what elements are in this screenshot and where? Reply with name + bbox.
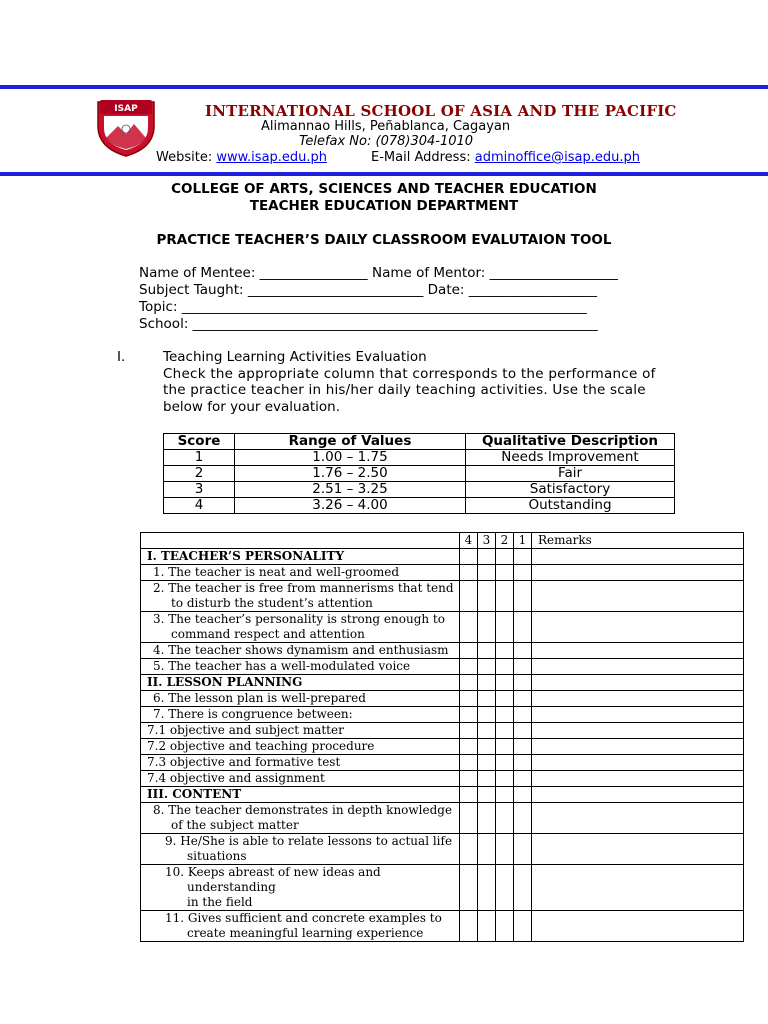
rating-3-checkbox-cell[interactable] <box>478 565 496 581</box>
school-telefax: Telefax No: (078)304-1010 <box>299 134 474 149</box>
section-row <box>141 675 744 691</box>
rating-3-checkbox-cell[interactable] <box>478 707 496 723</box>
website-link[interactable]: www.isap.edu.ph <box>216 150 328 165</box>
rating-1-checkbox-cell[interactable] <box>514 771 532 787</box>
rating-4-checkbox-cell[interactable] <box>460 834 478 865</box>
criterion-text <box>141 755 460 771</box>
score-row <box>164 498 675 514</box>
rating-3-checkbox-cell <box>478 549 496 565</box>
rating-2-checkbox-cell[interactable] <box>496 739 514 755</box>
rating-1-checkbox-cell[interactable] <box>514 581 532 612</box>
rating-4-checkbox-cell[interactable] <box>460 643 478 659</box>
email-label: E-Mail Address: <box>371 150 471 165</box>
website-label: Website: <box>156 150 213 165</box>
score-row <box>164 450 675 466</box>
rating-3-checkbox-cell[interactable] <box>478 581 496 612</box>
remarks-cell <box>532 787 744 803</box>
rating-1-checkbox-cell[interactable] <box>514 723 532 739</box>
description-header: Qualitative Description <box>466 434 675 450</box>
rating-4-checkbox-cell[interactable] <box>460 723 478 739</box>
criterion-row <box>141 739 744 755</box>
criterion-row <box>141 659 744 675</box>
rating-4-checkbox-cell[interactable] <box>460 911 478 942</box>
school-logo <box>94 96 158 158</box>
rating-1-checkbox-cell[interactable] <box>514 659 532 675</box>
criterion-text <box>141 834 460 865</box>
remarks-cell[interactable] <box>532 755 744 771</box>
description-cell: Fair <box>466 466 675 482</box>
remarks-cell[interactable] <box>532 739 744 755</box>
score-cell: 3 <box>164 482 235 498</box>
range-header: Range of Values <box>235 434 466 450</box>
rating-4-checkbox-cell[interactable] <box>460 659 478 675</box>
rating-1-checkbox-cell[interactable] <box>514 834 532 865</box>
criterion-text <box>141 707 460 723</box>
eval-table-header <box>141 533 744 549</box>
criterion-row <box>141 755 744 771</box>
criterion-row <box>141 723 744 739</box>
criterion-line: to disturb the student’s attention <box>171 596 373 610</box>
score-row <box>164 466 675 482</box>
criterion-line: create meaningful learning experience <box>187 926 424 940</box>
school-address: Alimannao Hills, Peñablanca, Cagayan <box>261 119 511 134</box>
rating-3-checkbox-cell[interactable] <box>478 771 496 787</box>
remarks-cell[interactable] <box>532 911 744 942</box>
remarks-cell[interactable] <box>532 612 744 643</box>
rating-3-checkbox-cell[interactable] <box>478 911 496 942</box>
criterion-text <box>141 739 460 755</box>
school-field[interactable]: School: ____________________________________________________________ <box>139 316 598 332</box>
criterion-text <box>141 771 460 787</box>
remarks-cell[interactable] <box>532 707 744 723</box>
remarks-header: Remarks <box>532 533 744 549</box>
remarks-cell[interactable] <box>532 865 744 911</box>
remarks-cell[interactable] <box>532 565 744 581</box>
section-numeral: I. <box>117 349 126 365</box>
remarks-cell[interactable] <box>532 581 744 612</box>
rating-2-checkbox-cell[interactable] <box>496 565 514 581</box>
rating-3-checkbox-cell[interactable] <box>478 739 496 755</box>
rating-2-checkbox-cell[interactable] <box>496 723 514 739</box>
criterion-line: situations <box>187 849 247 863</box>
instruction-line: below for your evaluation. <box>163 399 341 415</box>
email-row <box>371 150 640 165</box>
criterion-line: 1. The teacher is neat and well-groomed <box>153 565 400 579</box>
college-name: COLLEGE OF ARTS, SCIENCES AND TEACHER EDUCATION <box>171 181 597 197</box>
instruction-line: Check the appropriate column that corresponds to the performance of <box>163 366 656 382</box>
score-table-header <box>164 434 675 450</box>
remarks-cell[interactable] <box>532 691 744 707</box>
rating-4-checkbox-cell <box>460 787 478 803</box>
rating-2-checkbox-cell <box>496 787 514 803</box>
rating-3-checkbox-cell[interactable] <box>478 755 496 771</box>
score-cell: 1 <box>164 450 235 466</box>
rating-1-header: 1 <box>514 533 532 549</box>
evaluation-table <box>140 532 744 942</box>
rating-3-checkbox-cell[interactable] <box>478 834 496 865</box>
criterion-line: of the subject matter <box>171 818 299 832</box>
remarks-cell <box>532 549 744 565</box>
header-rule-top <box>0 85 768 89</box>
rating-3-checkbox-cell[interactable] <box>478 612 496 643</box>
rating-2-checkbox-cell[interactable] <box>496 612 514 643</box>
rating-2-checkbox-cell[interactable] <box>496 755 514 771</box>
range-cell: 1.76 – 2.50 <box>235 466 466 482</box>
topic-field[interactable]: Topic: ____________________________________________________________ <box>139 299 587 315</box>
criterion-text <box>141 565 460 581</box>
instruction-line: the practice teacher in his/her daily teaching activities. Use the scale <box>163 382 646 398</box>
description-cell: Needs Improvement <box>466 450 675 466</box>
rating-2-checkbox-cell[interactable] <box>496 834 514 865</box>
rating-3-checkbox-cell[interactable] <box>478 803 496 834</box>
criterion-text <box>141 911 460 942</box>
rating-2-checkbox-cell[interactable] <box>496 771 514 787</box>
remarks-cell[interactable] <box>532 803 744 834</box>
criterion-line: 4. The teacher shows dynamism and enthusiasm <box>153 643 449 657</box>
rating-2-checkbox-cell[interactable] <box>496 911 514 942</box>
criterion-line: 7.3 objective and formative test <box>147 755 341 769</box>
rating-2-header: 2 <box>496 533 514 549</box>
rating-2-checkbox-cell[interactable] <box>496 691 514 707</box>
range-cell: 2.51 – 3.25 <box>235 482 466 498</box>
rating-1-checkbox-cell <box>514 675 532 691</box>
criterion-line: 11. Gives sufficient and concrete examples to <box>165 911 442 925</box>
rating-2-checkbox-cell[interactable] <box>496 581 514 612</box>
criterion-text <box>141 659 460 675</box>
criterion-row <box>141 803 744 834</box>
rating-1-checkbox-cell[interactable] <box>514 565 532 581</box>
criterion-row <box>141 911 744 942</box>
rating-4-checkbox-cell[interactable] <box>460 771 478 787</box>
criterion-line: 5. The teacher has a well-modulated voice <box>153 659 411 673</box>
criterion-line: 10. Keeps abreast of new ideas and understanding <box>165 865 381 894</box>
criterion-row <box>141 691 744 707</box>
criterion-line: 8. The teacher demonstrates in depth knowledge <box>153 803 453 817</box>
section-row <box>141 549 744 565</box>
rating-1-checkbox-cell[interactable] <box>514 911 532 942</box>
criterion-line: 6. The lesson plan is well-prepared <box>153 691 366 705</box>
criterion-row <box>141 771 744 787</box>
rating-4-checkbox-cell[interactable] <box>460 581 478 612</box>
criterion-text <box>141 723 460 739</box>
rating-4-checkbox-cell <box>460 549 478 565</box>
school-name: INTERNATIONAL SCHOOL OF ASIA AND THE PACIFIC <box>205 102 677 120</box>
rating-1-checkbox-cell[interactable] <box>514 691 532 707</box>
rating-3-checkbox-cell <box>478 675 496 691</box>
criteria-header <box>141 533 460 549</box>
rating-4-checkbox-cell[interactable] <box>460 707 478 723</box>
remarks-cell[interactable] <box>532 771 744 787</box>
remarks-cell[interactable] <box>532 643 744 659</box>
criterion-line: 9. He/She is able to relate lessons to actual life <box>165 834 453 848</box>
rating-4-checkbox-cell[interactable] <box>460 803 478 834</box>
criterion-line: 7. There is congruence between: <box>153 707 353 721</box>
rating-3-header: 3 <box>478 533 496 549</box>
subject-date-field[interactable]: Subject Taught: __________________________ Date: ___________________ <box>139 282 598 298</box>
remarks-cell <box>532 675 744 691</box>
rating-1-checkbox-cell[interactable] <box>514 755 532 771</box>
rating-4-checkbox-cell[interactable] <box>460 691 478 707</box>
rating-2-checkbox-cell[interactable] <box>496 659 514 675</box>
remarks-cell[interactable] <box>532 834 744 865</box>
rating-4-checkbox-cell[interactable] <box>460 612 478 643</box>
header-rule-bottom <box>0 172 768 176</box>
criterion-line: in the field <box>187 895 253 909</box>
criterion-row <box>141 612 744 643</box>
criterion-line: command respect and attention <box>171 627 365 641</box>
criterion-line: 2. The teacher is free from mannerisms that tend <box>153 581 454 595</box>
mentee-mentor-field[interactable]: Name of Mentee: ________________ Name of Mentor: ___________________ <box>139 265 618 281</box>
score-scale-table <box>163 433 675 514</box>
section-heading <box>141 787 460 803</box>
rating-2-checkbox-cell <box>496 675 514 691</box>
criterion-line: 7.4 objective and assignment <box>147 771 325 785</box>
score-cell: 4 <box>164 498 235 514</box>
score-header: Score <box>164 434 235 450</box>
section-row <box>141 787 744 803</box>
form-title: PRACTICE TEACHER’S DAILY CLASSROOM EVALUTAION TOOL <box>156 232 612 248</box>
criterion-text <box>141 865 460 911</box>
rating-4-checkbox-cell[interactable] <box>460 739 478 755</box>
rating-1-checkbox-cell[interactable] <box>514 643 532 659</box>
website-row <box>156 150 327 165</box>
range-cell: 3.26 – 4.00 <box>235 498 466 514</box>
criterion-text <box>141 803 460 834</box>
rating-4-checkbox-cell[interactable] <box>460 755 478 771</box>
score-cell: 2 <box>164 466 235 482</box>
range-cell: 1.00 – 1.75 <box>235 450 466 466</box>
rating-1-checkbox-cell <box>514 787 532 803</box>
rating-1-checkbox-cell[interactable] <box>514 739 532 755</box>
criterion-row <box>141 865 744 911</box>
description-cell: Satisfactory <box>466 482 675 498</box>
rating-2-checkbox-cell[interactable] <box>496 803 514 834</box>
rating-3-checkbox-cell <box>478 787 496 803</box>
criterion-text <box>141 643 460 659</box>
rating-2-checkbox-cell <box>496 549 514 565</box>
rating-3-checkbox-cell[interactable] <box>478 691 496 707</box>
rating-3-checkbox-cell[interactable] <box>478 723 496 739</box>
section-heading <box>141 549 460 565</box>
rating-1-checkbox-cell[interactable] <box>514 707 532 723</box>
criterion-row <box>141 834 744 865</box>
rating-1-checkbox-cell[interactable] <box>514 803 532 834</box>
criterion-line: II. LESSON PLANNING <box>147 675 303 689</box>
email-link[interactable]: adminoffice@isap.edu.ph <box>474 150 640 165</box>
criterion-line: III. CONTENT <box>147 787 242 801</box>
criterion-line: 7.1 objective and subject matter <box>147 723 344 737</box>
rating-4-checkbox-cell[interactable] <box>460 865 478 911</box>
criterion-line: I. TEACHER’S PERSONALITY <box>147 549 345 563</box>
rating-1-checkbox-cell[interactable] <box>514 865 532 911</box>
rating-3-checkbox-cell[interactable] <box>478 659 496 675</box>
remarks-cell[interactable] <box>532 723 744 739</box>
rating-4-checkbox-cell[interactable] <box>460 565 478 581</box>
rating-4-header: 4 <box>460 533 478 549</box>
rating-4-checkbox-cell <box>460 675 478 691</box>
criterion-row <box>141 565 744 581</box>
score-row <box>164 482 675 498</box>
rating-2-checkbox-cell[interactable] <box>496 707 514 723</box>
rating-3-checkbox-cell[interactable] <box>478 643 496 659</box>
section-heading <box>141 675 460 691</box>
remarks-cell[interactable] <box>532 659 744 675</box>
criterion-row <box>141 643 744 659</box>
criterion-text <box>141 612 460 643</box>
rating-3-checkbox-cell[interactable] <box>478 865 496 911</box>
rating-2-checkbox-cell[interactable] <box>496 865 514 911</box>
description-cell: Outstanding <box>466 498 675 514</box>
svg-text:ISAP: ISAP <box>114 104 138 114</box>
criterion-line: 7.2 objective and teaching procedure <box>147 739 375 753</box>
criterion-row <box>141 707 744 723</box>
criterion-row <box>141 581 744 612</box>
rating-1-checkbox-cell <box>514 549 532 565</box>
department-name: TEACHER EDUCATION DEPARTMENT <box>249 198 519 214</box>
section-title: Teaching Learning Activities Evaluation <box>163 349 427 365</box>
rating-2-checkbox-cell[interactable] <box>496 643 514 659</box>
criterion-line: 3. The teacher’s personality is strong enough to <box>153 612 445 626</box>
criterion-text <box>141 581 460 612</box>
criterion-text <box>141 691 460 707</box>
rating-1-checkbox-cell[interactable] <box>514 612 532 643</box>
